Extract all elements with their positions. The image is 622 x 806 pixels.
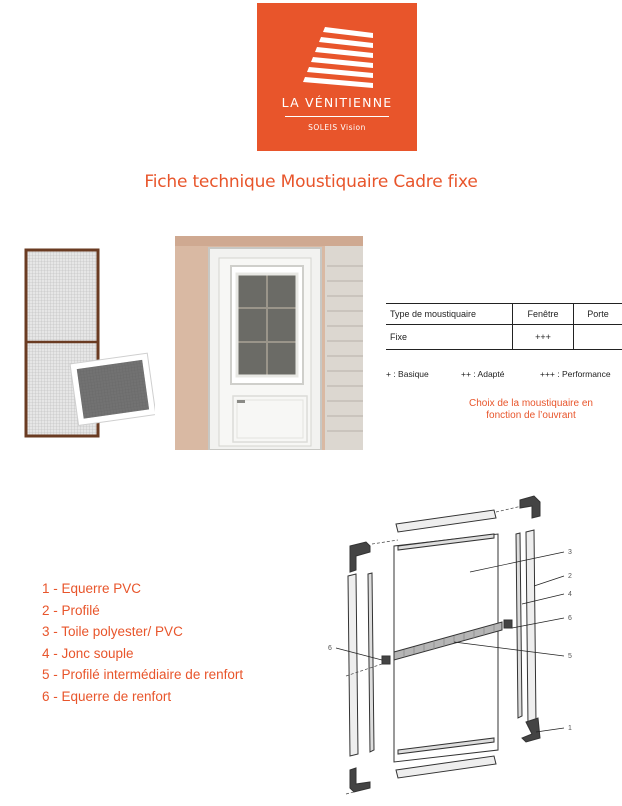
blinds-logo-icon [297, 23, 377, 93]
exploded-diagram [326, 494, 622, 806]
parts-list [42, 578, 312, 707]
legend-adapted: ++ : Adapté [461, 369, 505, 379]
table-cell-door [574, 325, 622, 350]
list-item: 2 - Profilé [42, 602, 100, 618]
callout-2: 2 [568, 573, 572, 580]
table-header-row [386, 304, 622, 325]
table-header-window: Fenêtre [513, 304, 574, 325]
caption-line-2: fonction de l’ouvrant [486, 410, 576, 421]
product-frame-image [20, 246, 155, 446]
caption-line-1: Choix de la moustiquaire en [469, 398, 593, 409]
list-item: 3 - Toile polyester/ PVC [42, 624, 183, 639]
table-cell-window: +++ [513, 325, 574, 350]
spec-table [386, 303, 622, 350]
table-caption [440, 398, 622, 422]
list-item: 6 - Equerre de renfort [42, 688, 172, 704]
table-header-door: Porte [574, 304, 622, 325]
page-title: Fiche technique Moustiquaire Cadre fixe [144, 172, 478, 192]
legend-performance: +++ : Performance [540, 369, 611, 379]
logo-divider [285, 116, 389, 117]
list-item: 1 - Equerre PVC [42, 581, 142, 596]
table-cell-type: Fixe [386, 325, 513, 350]
table-row [386, 325, 622, 350]
brand-logo [257, 3, 417, 151]
brand-subline: SOLEIS Vision [308, 123, 366, 132]
list-item: 5 - Profilé intermédiaire de renfort [42, 667, 244, 682]
callout-4: 4 [568, 591, 572, 598]
brand-name: LA VÉNITIENNE [281, 95, 393, 110]
table-header-type: Type de moustiquaire [386, 304, 513, 325]
callout-6-left: 6 [328, 645, 332, 652]
callout-1: 1 [568, 725, 572, 732]
callout-5: 5 [568, 653, 572, 660]
legend-basic: + : Basique [386, 369, 429, 379]
door-photo [175, 236, 363, 450]
list-item: 4 - Jonc souple [42, 645, 134, 661]
callout-6-right: 6 [568, 615, 572, 622]
callout-3: 3 [568, 549, 572, 556]
